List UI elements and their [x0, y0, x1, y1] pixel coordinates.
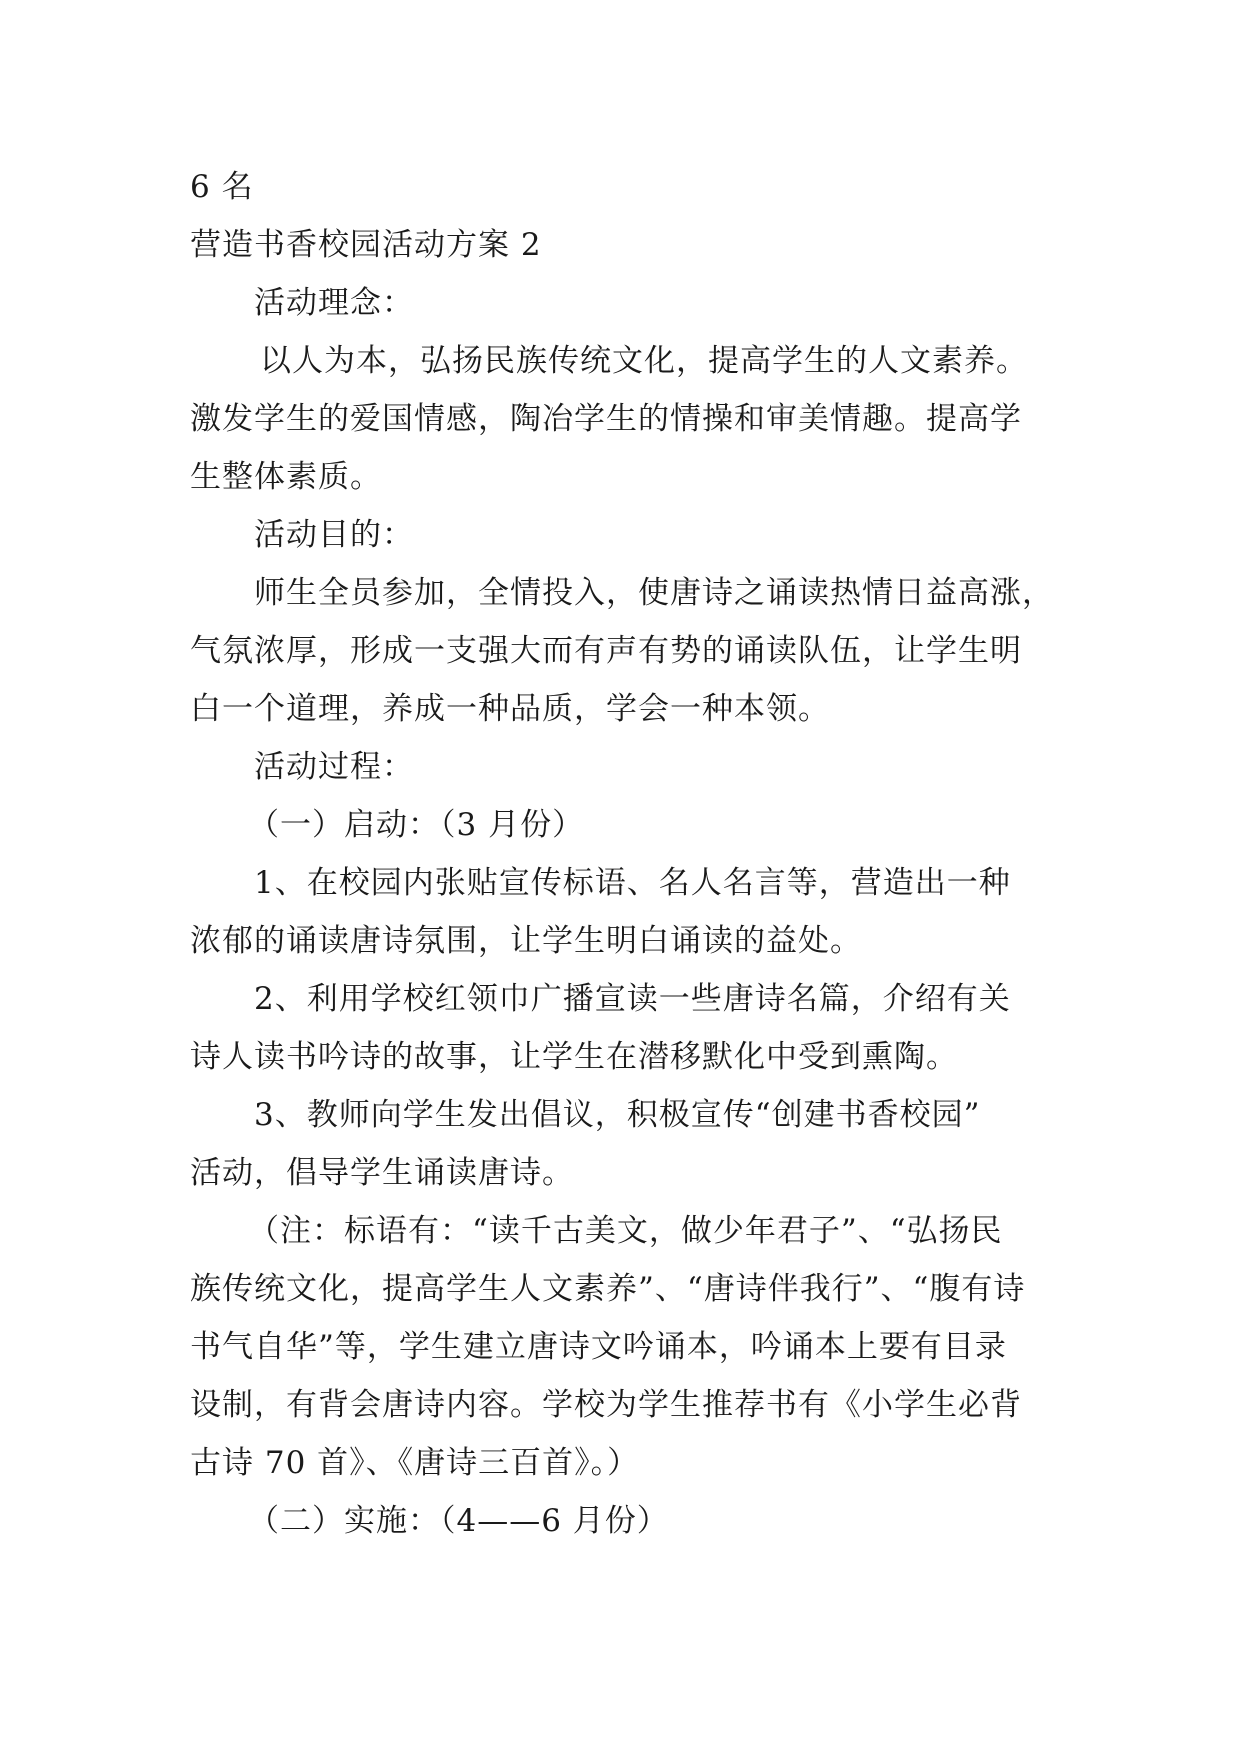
- subheading-implement: （二）实施：（4——6 月份）: [248, 1503, 669, 1539]
- text-line: 生整体素质。: [190, 459, 382, 495]
- heading-concept: 活动理念：: [254, 285, 414, 321]
- heading-process: 活动过程：: [254, 749, 414, 785]
- text-line: 书气自华”等，学生建立唐诗文吟诵本，吟诵本上要有目录: [190, 1329, 1007, 1365]
- text-line: 诗人读书吟诗的故事，让学生在潜移默化中受到熏陶。: [190, 1039, 958, 1075]
- text-line: 以人为本，弘扬民族传统文化，提高学生的人文素养。: [260, 343, 1028, 379]
- document-body: [190, 158, 1060, 1550]
- text-line: 活动，倡导学生诵读唐诗。: [190, 1155, 574, 1191]
- text-line: 激发学生的爱国情感，陶冶学生的情操和审美情趣。提高学: [190, 401, 1022, 437]
- text-line: 6 名: [190, 169, 254, 205]
- text-line: 1、在校园内张贴宣传标语、名人名言等，营造出一种: [254, 865, 1011, 901]
- subheading-launch: （一）启动：（3 月份）: [248, 807, 585, 843]
- heading-purpose: 活动目的：: [254, 517, 414, 553]
- section-title: 营造书香校园活动方案 2: [190, 227, 542, 263]
- text-line: （注：标语有：“读千古美文，做少年君子”、“弘扬民: [248, 1213, 1003, 1249]
- text-line: 3、教师向学生发出倡议，积极宣传“创建书香校园”: [254, 1097, 981, 1133]
- text-line: 师生全员参加，全情投入，使唐诗之诵读热情日益高涨，: [254, 575, 1054, 611]
- text-line: 气氛浓厚，形成一支强大而有声有势的诵读队伍，让学生明: [190, 633, 1022, 669]
- text-line: 古诗 70 首》、《唐诗三百首》。）: [190, 1445, 640, 1481]
- text-line: 2、利用学校红领巾广播宣读一些唐诗名篇，介绍有关: [254, 981, 1011, 1017]
- text-line: 白一个道理，养成一种品质，学会一种本领。: [190, 691, 830, 727]
- text-line: 设制，有背会唐诗内容。学校为学生推荐书有《小学生必背: [190, 1387, 1022, 1423]
- text-line: 族传统文化，提高学生人文素养”、“唐诗伴我行”、“腹有诗: [190, 1271, 1026, 1307]
- text-line: 浓郁的诵读唐诗氛围，让学生明白诵读的益处。: [190, 923, 862, 959]
